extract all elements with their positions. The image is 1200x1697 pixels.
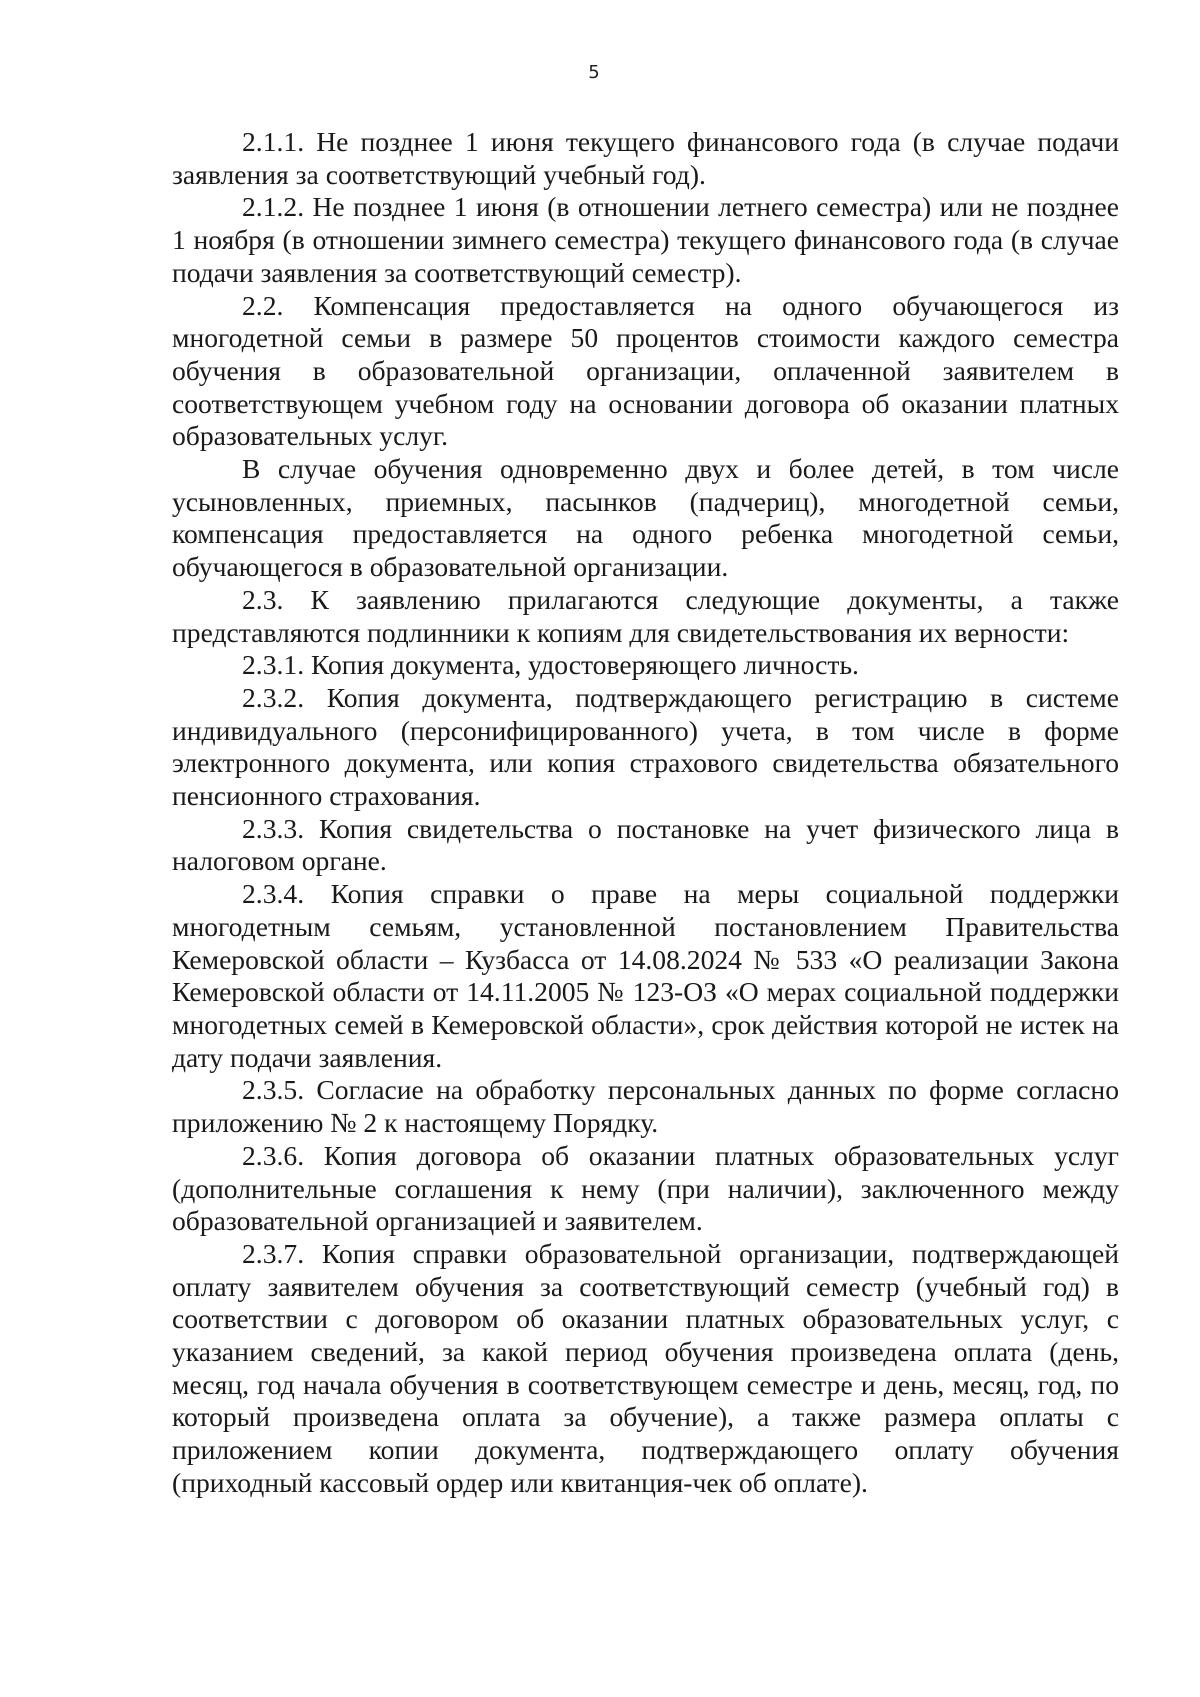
paragraph-2-3: 2.3. К заявлению прилагаются следующие документы, а также представляются подлинники к копиям для свидетельствования их верности:: [172, 583, 1119, 648]
paragraph-multiple-children: В случае обучения одновременно двух и более детей, в том числе усыновленных, приемных, пасынков (падчериц), многодетной семьи, компенсация предоставляется на одного ребенка многодетной семьи, обучающегося в образовательной организации.: [172, 453, 1119, 583]
paragraph-2-2: 2.2. Компенсация предоставляется на одного обучающегося из многодетной семьи в размере 50 процентов стоимости каждого семестра обучения в образовательной организации, оплаченной заявителем в соответствующем учебном году на основании договора об оказании платных образовательных услуг.: [172, 289, 1119, 452]
paragraph-2-3-4: 2.3.4. Копия справки о праве на меры социальной поддержки многодетным семьям, установленной постановлением Правительства Кемеровской области – Кузбасса от 14.08.2024 № 533 «О реализации Закона Кемеровской области от 14.11.2005 № 123-ОЗ «О мерах социальной поддержки многодетных семей в Кемеровской области», срок действия которой не истек на дату подачи заявления.: [172, 878, 1119, 1073]
page-number: 5: [588, 62, 600, 83]
paragraph-2-3-3: 2.3.3. Копия свидетельства о постановке на учет физического лица в налоговом органе.: [172, 812, 1119, 877]
paragraph-2-3-2: 2.3.2. Копия документа, подтверждающего регистрацию в системе индивидуального (персонифицированного) учета, в том числе в форме электронного документа, или копия страхового свидетельства обязательного пенсионного страхования.: [172, 681, 1119, 812]
paragraph-2-3-6: 2.3.6. Копия договора об оказании платных образовательных услуг (дополнительные соглашения к нему (при наличии), заключенного между образовательной организацией и заявителем.: [172, 1139, 1119, 1237]
paragraph-2-3-1: 2.3.1. Копия документа, удостоверяющего личность.: [242, 649, 859, 681]
paragraph-2-1-2: 2.1.2. Не позднее 1 июня (в отношении летнего семестра) или не позднее 1 ноября (в отношении зимнего семестра) текущего финансового года (в случае подачи заявления за соответствующий семестр).: [172, 191, 1119, 288]
paragraph-2-3-7: 2.3.7. Копия справки образовательной организации, подтверждающей оплату заявителем обучения за соответствующий семестр (учебный год) в соответствии с договором об оказании платных образовательных услуг, с указанием сведений, за какой период обучения произведена оплата (день, месяц, год начала обучения в соответствующем семестре и день, месяц, год, по который произведена оплата за обучение), а также размера оплаты с приложением копии документа, подтверждающего оплату обучения (приходный кассовый ордер или квитанция-чек об оплате).: [172, 1237, 1119, 1498]
paragraph-2-1-1: 2.1.1. Не позднее 1 июня текущего финансового года (в случае подачи заявления за соответствующий учебный год).: [172, 126, 1119, 190]
paragraph-2-3-5: 2.3.5. Согласие на обработку персональных данных по форме согласно приложению № 2 к настоящему Порядку.: [172, 1074, 1119, 1139]
document-body: [172, 126, 1119, 1500]
